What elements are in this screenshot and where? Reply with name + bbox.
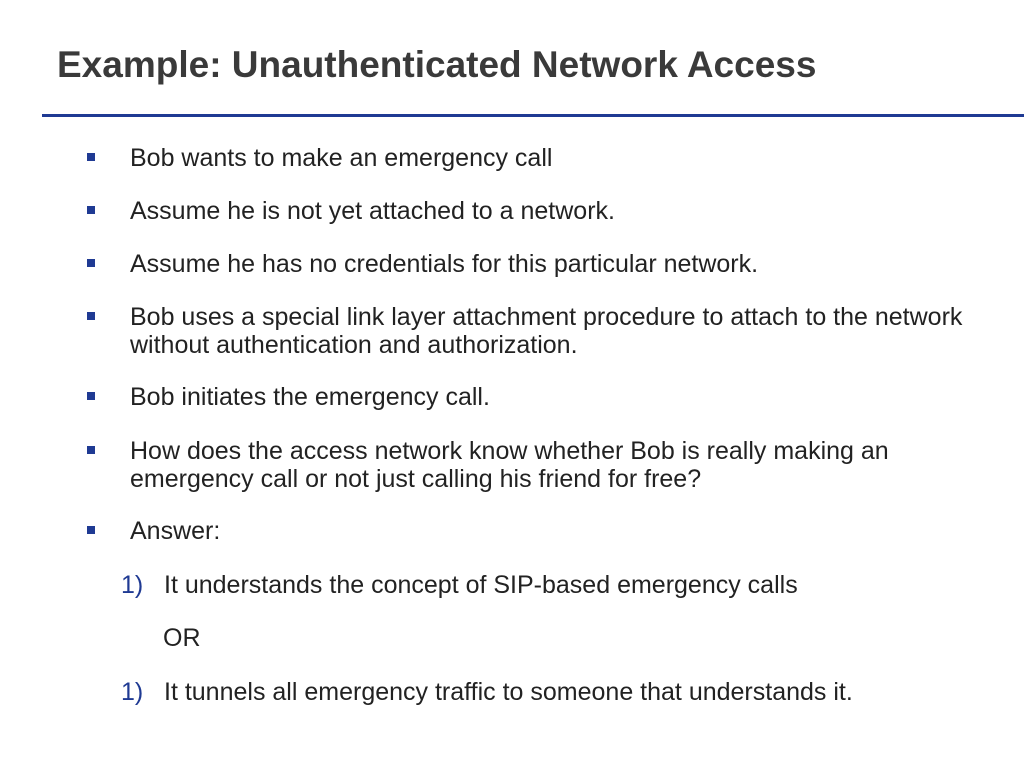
bullet-text: Bob initiates the emergency call. <box>130 383 490 411</box>
bullet-marker <box>87 259 95 267</box>
bullet-text: Bob uses a special link layer attachment procedure to attach to the network without authentication and authorization. <box>130 303 963 359</box>
bullet-marker <box>87 526 95 534</box>
answer-number: 1) <box>121 678 144 706</box>
bullet-marker <box>87 392 95 400</box>
bullet-text: How does the access network know whether Bob is really making an emergency call or not just calling his friend for free? <box>130 437 889 493</box>
slide-title: Example: Unauthenticated Network Access <box>57 44 817 85</box>
bullet-marker <box>87 206 95 214</box>
bullet-text: Assume he has no credentials for this particular network. <box>130 250 759 278</box>
bullet-text: Bob wants to make an emergency call <box>130 144 553 172</box>
answer-number: 1) <box>121 571 144 599</box>
answer-separator: OR <box>163 624 201 652</box>
bullet-marker <box>87 153 95 161</box>
bullet-text: Assume he is not yet attached to a network. <box>130 197 615 225</box>
answer-text: It tunnels all emergency traffic to someone that understands it. <box>164 678 853 706</box>
bullet-text: Answer: <box>130 517 221 545</box>
bullet-marker <box>87 446 95 454</box>
answer-text: It understands the concept of SIP-based emergency calls <box>164 571 798 599</box>
bullet-marker <box>87 312 95 320</box>
